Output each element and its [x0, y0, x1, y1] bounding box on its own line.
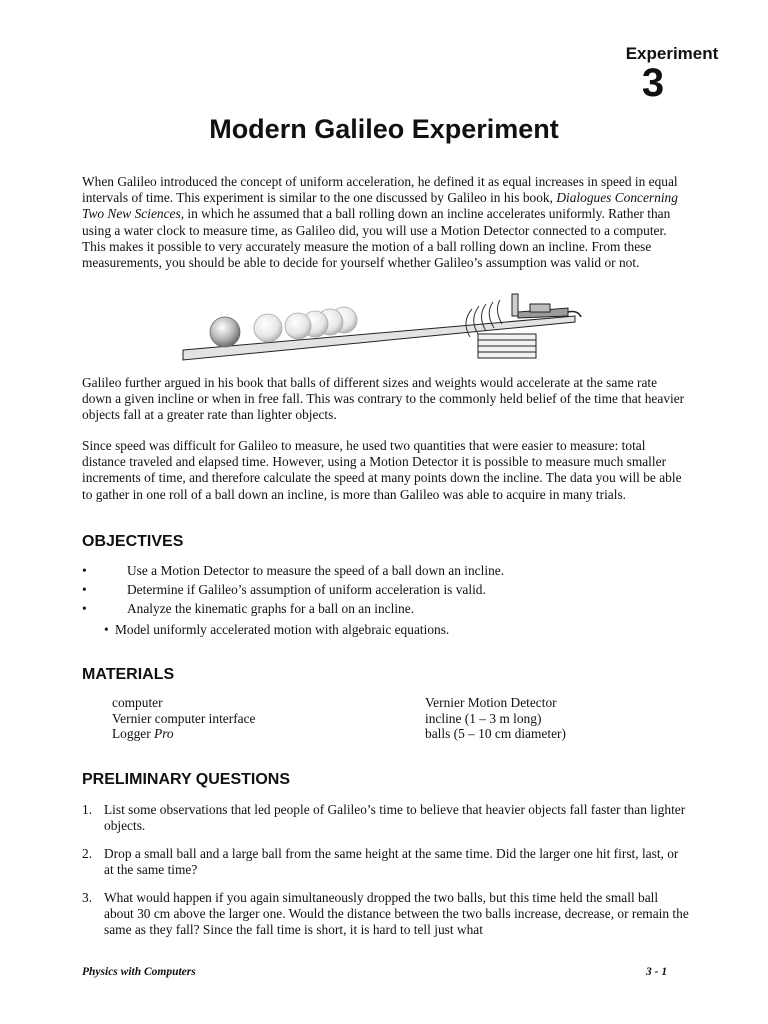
incline-illustration [180, 290, 600, 370]
intro-text-1: When Galileo introduced the concept of uniform acceleration, he defined it as equal increases in speed in equal intervals of time. This experiment is similar to the one discussed by Galileo in his book, [82, 174, 678, 206]
material-item [112, 726, 174, 742]
material-item: Vernier computer interface [112, 711, 256, 726]
book-stack [478, 334, 536, 358]
objective-text: Model uniformly accelerated motion with algebraic equations. [115, 622, 450, 637]
intro-paragraph [82, 174, 690, 271]
question-number: 1. [82, 802, 93, 817]
logger-italic: Pro [154, 726, 174, 741]
objective-text: Analyze the kinematic graphs for a ball on an incline. [127, 601, 415, 616]
materials-heading: MATERIALS [82, 666, 175, 683]
question-text: List some observations that led people of Galileo’s time to believe that heavier objects fall faster than lighter objects. [104, 802, 686, 833]
objective-text: Determine if Galileo’s assumption of uniform acceleration is valid. [127, 582, 486, 597]
experiment-label: Experiment [625, 44, 719, 63]
question-text: Drop a small ball and a large ball from the same height at the same time. Did the larger one hit first, last, or at the same time? [104, 846, 679, 877]
book-title: Dialogues Concerning Two New Sciences [82, 190, 678, 222]
motion-detector [512, 294, 581, 318]
footer-page-number: 3 - 1 [646, 966, 668, 978]
material-item: incline (1 – 3 m long) [425, 711, 542, 726]
experiment-number: 3 [641, 61, 665, 105]
logger-prefix: Logger [112, 726, 155, 741]
paragraph-2: Galileo further argued in his book that balls of different sizes and weights would accelerate at the same rate down a given incline or when in free fall. This was contrary to the commonly held belief of the time that heavier objects fall at a greater rate than lighter objects. [82, 375, 685, 423]
page-title: Modern Galileo Experiment [209, 114, 559, 144]
material-item: balls (5 – 10 cm diameter) [425, 726, 566, 741]
preliminary-heading: PRELIMINARY QUESTIONS [82, 771, 291, 788]
question-number: 3. [82, 890, 93, 905]
objective-text: Use a Motion Detector to measure the speed of a ball down an incline. [127, 563, 505, 578]
bullet-mark: • [82, 601, 87, 616]
bullet-mark: • [82, 563, 87, 578]
material-item: Vernier Motion Detector [425, 695, 557, 710]
objectives-heading: OBJECTIVES [82, 533, 184, 550]
intro-text-2: , in which he assumed that a ball rolling down an incline accelerates uniformly. Rather than using a water clock to measure time, as Galileo did, you will use a Motion Detector connected to a computer. This makes it possible to very accurately measure the motion of a ball rolling down an incline. From these measurements, you should be able to decide for yourself whether Galileo’s assumption was valid or not. [82, 206, 671, 271]
footer-book-title: Physics with Computers [82, 966, 196, 978]
bullet-mark: • [104, 622, 109, 637]
question-text: What would happen if you again simultaneously dropped the two balls, but this time held the small ball about 30 cm above the larger one. Would the distance between the two balls increase, decrease, or remain the same as they fall? Since the fall time is short, it is hard to tell just what [104, 890, 689, 937]
material-item: computer [112, 695, 163, 710]
paragraph-3: Since speed was difficult for Galileo to measure, he used two quantities that were easier to measure: total distance traveled and elapsed time. However, using a Motion Detector it is possible to measure much smaller increments of time, and therefore calculate the speed at many points down the incline. The data you will be able to gather in one roll of a ball down an incline, is more than Galileo was able to acquire in many trials. [82, 438, 682, 502]
question-number: 2. [82, 846, 93, 861]
bullet-mark: • [82, 582, 87, 597]
